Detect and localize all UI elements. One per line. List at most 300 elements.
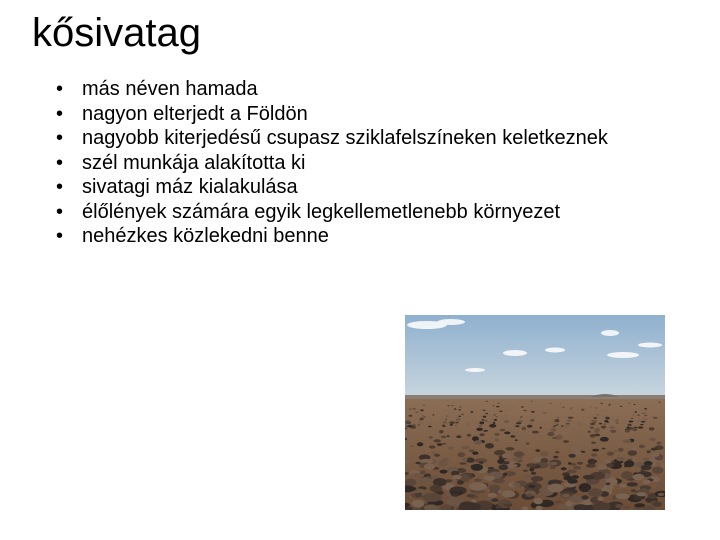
stone [526,442,530,445]
stone [651,453,660,457]
stone [618,448,624,452]
stone [555,451,559,453]
stone [442,425,445,427]
stone [652,467,663,474]
stone [566,423,570,424]
stone [504,503,513,507]
stone [405,421,410,424]
stone [440,505,452,511]
stone [474,479,482,482]
stone [531,472,536,475]
stone [644,415,647,416]
stone [513,483,521,487]
stone [651,448,657,451]
stone [449,421,455,424]
stone [520,416,523,418]
stone [458,452,466,457]
stone [535,449,540,451]
stone [415,411,418,413]
stone [504,420,509,423]
stone [589,426,593,428]
stone [549,403,551,404]
stone [555,419,560,422]
stone [516,422,521,424]
stone [603,423,606,425]
stone [532,431,539,434]
stone [511,407,513,408]
stone [548,484,564,493]
stone [625,429,630,432]
stone [590,423,595,425]
stone [428,426,432,428]
stone [493,422,496,424]
stone [599,423,602,425]
stone [659,402,661,403]
stone [633,474,645,481]
stone [531,411,535,413]
stone [476,428,483,431]
stone [504,432,510,435]
stone [416,490,421,493]
stone [570,407,573,409]
stone [496,416,498,417]
stone [552,437,558,439]
stone [431,452,436,454]
stone [457,480,464,484]
stone [470,411,473,413]
stone [644,419,648,421]
stone [525,475,531,478]
stone [637,420,641,423]
stone [616,422,620,424]
stone [422,493,441,502]
stone [452,475,461,479]
stone [620,406,623,407]
stone [592,449,599,452]
stone [582,495,589,500]
stone [412,500,425,508]
stone [630,446,637,451]
stone [485,443,494,449]
stone [495,438,499,441]
stone [532,417,535,418]
stone [493,414,496,416]
stone [485,413,488,415]
stone [632,414,635,416]
stone [443,421,447,423]
stone [456,435,461,438]
stone [635,411,638,413]
stone [549,462,557,465]
stone [606,483,610,485]
stone [447,416,450,418]
stone [496,406,499,407]
stone [596,414,599,415]
stone [462,458,468,461]
bullet-dot-icon: • [56,176,64,198]
stone [657,442,662,445]
stone [597,497,604,501]
stone [568,462,572,464]
stone [563,494,570,498]
stone [412,424,416,426]
stone [605,460,612,463]
bullet-dot-icon: • [56,200,64,223]
stone [447,435,450,437]
bullet-text: élőlények számára egyik legkellemetlenebb környezet [82,200,561,223]
stone [420,470,426,474]
stone [487,421,491,423]
bullet-list [56,80,696,252]
stone [418,424,420,426]
stone [567,420,572,422]
bullet-dot-icon: • [56,78,64,100]
stone [610,426,615,428]
stone [653,502,662,507]
stone [531,476,543,482]
stone [616,457,625,461]
stone [417,442,423,446]
stone [494,419,498,421]
stone [606,463,614,467]
stone [429,445,436,448]
stone [440,470,448,474]
stone [586,442,592,445]
stone [418,421,421,423]
stone [615,504,622,508]
stone [624,506,631,509]
stone [647,450,651,453]
stone [568,454,575,458]
stone [409,409,411,410]
stone [561,467,567,470]
bullet-item [56,102,696,125]
stone [642,413,646,414]
stone [600,403,602,404]
stone [514,451,525,457]
stone [590,434,596,438]
stone [521,406,523,407]
stone [563,425,570,429]
stone [643,458,650,462]
stone [602,448,606,450]
stone [454,425,457,426]
stone [529,422,532,424]
stone [638,415,640,416]
stone [471,499,476,502]
stone [467,434,471,437]
bullet-item [56,200,696,223]
stone [627,482,638,486]
stone [467,494,475,498]
stone [551,428,557,431]
stone [608,404,610,405]
stone [483,410,486,411]
stone [512,432,518,434]
stone [555,500,562,503]
stone [434,454,440,457]
stone [495,505,501,508]
stone [500,429,506,432]
stone [547,432,554,436]
stone [649,438,655,441]
stone [653,417,658,419]
stone [425,448,430,451]
stone [619,484,627,488]
stone [482,419,485,421]
stone [434,439,441,442]
stone [423,405,425,406]
stone [439,430,443,433]
bullet-text: nehézkes közlekedni benne [82,225,329,247]
stone [459,406,462,407]
stone [430,485,443,492]
stone [483,416,487,418]
stone [591,420,597,423]
stone [527,425,533,428]
stone [483,430,488,432]
stone [492,405,494,406]
stone [461,446,469,450]
bullet-dot-icon: • [56,127,64,149]
stone [484,476,496,481]
stone [466,423,470,426]
stone [423,416,426,418]
stone [640,424,643,425]
stone [523,470,528,472]
bullet-item [56,178,696,197]
stone [642,480,651,485]
slide-title: kősivatag [32,11,201,55]
stone [510,435,515,438]
bullet-item [56,227,696,246]
stone [488,493,497,498]
stone [442,486,448,488]
stone [451,493,459,497]
stone [593,417,597,419]
stone [420,418,424,421]
stone [553,426,556,428]
stone [506,447,515,450]
stone [479,433,485,436]
stone [471,464,483,471]
stone [588,488,603,497]
bullet-item [56,151,696,174]
stone [519,420,521,421]
stone [568,417,574,419]
stone [469,449,475,452]
stone [628,403,630,404]
stone [515,439,518,441]
stone [531,401,532,402]
stone [479,425,483,427]
stone [459,462,466,465]
stone [454,408,457,409]
stone [581,409,584,411]
stone [588,431,591,433]
stone [489,424,496,428]
stone [540,427,542,429]
stone [591,484,597,488]
stone [413,473,420,477]
stone [615,419,618,421]
stone [577,424,581,426]
stone [562,407,564,408]
stone [600,437,609,442]
stone [623,440,631,444]
stone [486,401,488,402]
stone [591,453,597,456]
stone [658,493,665,496]
stone [502,490,516,497]
stone [498,403,500,404]
stone [577,422,580,424]
stone [644,408,647,410]
stony-desert-photo [405,315,665,510]
stone [607,422,610,423]
bullet-text: nagyon elterjedt a Földön [82,102,308,125]
stone [631,489,636,492]
stone [526,494,533,497]
stone [499,410,502,412]
stone [609,404,611,405]
stone [564,476,573,481]
stone [634,503,645,507]
stone [451,488,461,492]
stone [441,436,447,439]
stone [560,403,562,404]
stone [439,462,448,466]
stone [594,431,599,434]
stone [489,419,492,420]
stone [484,420,488,422]
stone [555,435,563,440]
stone [558,417,560,418]
stone [455,422,459,424]
stone [429,436,433,438]
stone [639,445,645,449]
stone [572,446,580,450]
stone [634,427,638,429]
stone [573,466,581,470]
bullet-text: nagyobb kiterjedésű csupasz sziklafelszíneken keletkeznek [82,127,608,149]
stone [550,466,556,469]
stone [458,409,461,411]
stone [450,424,453,426]
stone [526,463,537,467]
stone [447,405,450,406]
stone [595,407,597,408]
stone [448,446,454,449]
stone [588,459,596,465]
stone [628,424,632,426]
stone [607,452,614,456]
stone [474,440,482,444]
stone [513,464,518,467]
stone [633,428,638,431]
bullet-item [56,80,696,99]
stone [457,441,461,443]
stone [634,404,636,405]
stone [641,465,652,471]
stone [553,456,558,459]
stone [583,475,595,480]
stone [561,425,564,427]
stone [563,440,569,443]
stone [604,415,607,417]
bullet-dot-icon: • [56,151,64,174]
bullet-text: sivatagi máz kialakulása [82,176,298,198]
stone [410,445,414,447]
stone [605,417,609,420]
stone [424,464,435,470]
stone [572,429,575,431]
stone [466,464,470,466]
stone [413,408,416,410]
stone [455,417,458,418]
stone [636,492,646,496]
bullet-text: más néven hamada [82,78,258,100]
stone [629,421,634,423]
stone [517,438,525,441]
bullet-item [56,129,696,148]
stone [522,427,526,430]
stone [649,427,655,430]
stone [601,426,606,429]
stone [610,430,616,433]
stone [420,409,423,411]
stone [469,482,487,490]
stone [577,462,583,465]
stone [540,451,548,456]
stone [614,450,618,452]
stone [530,419,534,421]
stone [409,415,413,417]
stone [505,415,508,417]
stone [451,405,454,406]
stone [628,450,637,456]
stone [458,416,461,417]
stone [445,419,447,420]
stone [479,421,484,424]
stone [405,479,416,487]
stone [418,477,432,482]
stone [461,414,464,415]
stone [567,470,577,474]
bullet-text: szél munkája alakította ki [82,151,306,174]
stone [408,418,411,420]
stone [499,464,509,470]
stone [535,402,537,403]
stone [532,481,538,485]
stone [479,461,484,464]
stone [621,471,633,479]
stone [515,425,519,427]
stone [442,443,446,444]
stone [502,453,510,458]
stone [572,475,579,479]
stone [597,464,607,470]
bullet-dot-icon: • [56,102,64,125]
stone [456,418,461,420]
stone [589,407,592,408]
stone [586,464,596,468]
stone [554,422,558,425]
stone [624,466,628,468]
stone [437,443,443,446]
stone [631,418,634,419]
stone [502,461,509,464]
